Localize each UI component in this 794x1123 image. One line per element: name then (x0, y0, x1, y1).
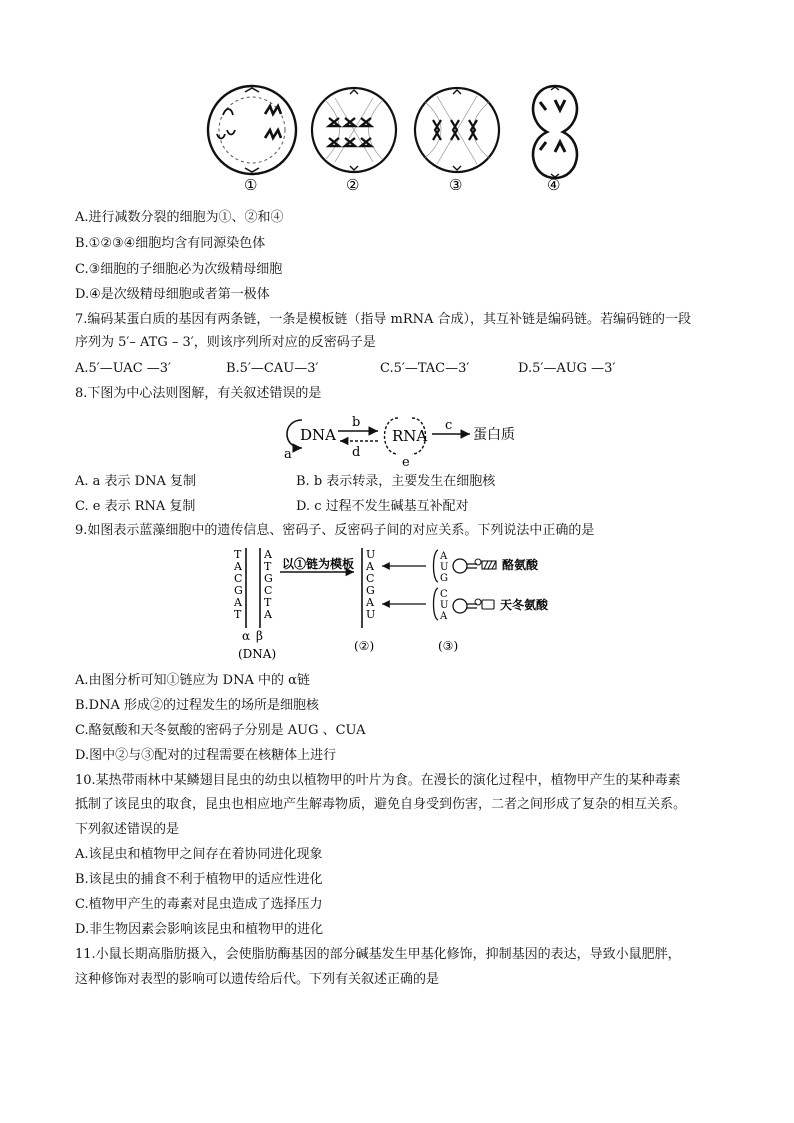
cell-label-1: ① (244, 176, 258, 194)
central-dogma-diagram (280, 410, 520, 468)
beta-base-1: A (264, 548, 272, 561)
trna2-base-2: U (440, 600, 449, 611)
dogma-label-b: b (352, 415, 361, 430)
mrna-base-1: U (366, 548, 376, 561)
q7-stem-line1: 7.编码某蛋白质的基因有两条链，一条是模板链（指导 mRNA 合成），其互补链是编码链。若编码链的一段 (75, 312, 692, 327)
alpha-base-6: T (234, 608, 242, 621)
dogma-label-c: c (445, 418, 453, 433)
q8-option-b: B. b 表示转录，主要发生在细胞核 (296, 474, 496, 489)
beta-base-5: T (264, 596, 272, 609)
q9-option-c: C.酪氨酸和天冬氨酸的密码子分别是 AUG 、CUA (75, 723, 366, 738)
alpha-base-5: A (234, 596, 242, 609)
dogma-dna: DNA (300, 426, 336, 444)
q9-option-d: D.图中②与③配对的过程需要在核糖体上进行 (75, 748, 337, 763)
q10-option-a: A.该昆虫和植物甲之间存在着协同进化现象 (75, 847, 323, 862)
q6-option-a: A.进行减数分裂的细胞为①、②和④ (75, 210, 284, 225)
cell-3 (415, 88, 499, 172)
q10-stem-line1: 10.某热带雨林中某鳞翅目昆虫的幼虫以植物甲的叶片为食。在漫长的演化过程中，植物甲产生的某种毒素 (75, 773, 681, 788)
dogma-label-d: d (352, 445, 361, 460)
q9-option-a: A.由图分析可知①链应为 DNA 中的 α链 (75, 673, 310, 688)
aa2-label: 天冬氨酸 (500, 598, 549, 612)
alpha-label: α (242, 629, 251, 643)
mrna-base-5: A (366, 596, 374, 609)
dogma-label-e: e (402, 455, 410, 468)
beta-label: β (256, 629, 263, 643)
aa1-label: 酪氨酸 (502, 558, 539, 572)
cell-2 (312, 88, 396, 172)
beta-base-6: A (264, 608, 272, 621)
dna-label: (DNA) (238, 647, 277, 661)
cell-label-4: ④ (547, 176, 561, 194)
template-label: 以①链为模板 (282, 557, 355, 571)
q10-option-c: C.植物甲产生的毒素对昆虫造成了选择压力 (75, 897, 323, 912)
q11-stem-line1: 11.小鼠长期高脂肪摄入，会使脂肪酶基因的部分碱基发生甲基化修饰，抑制基因的表达，导致小鼠肥胖， (75, 947, 681, 962)
q6-option-c: C.③细胞的子细胞必为次级精母细胞 (75, 262, 283, 277)
q6-option-b: B.①②③④细胞均含有同源染色体 (75, 236, 266, 251)
mrna-base-3: C (366, 572, 375, 585)
dogma-label-a: a (284, 447, 292, 462)
trna1-base-2: U (440, 562, 449, 573)
cell-label-2: ② (346, 176, 360, 194)
trna1-base-3: G (440, 573, 448, 584)
cell-1 (208, 86, 296, 174)
dogma-protein: 蛋白质 (473, 427, 515, 443)
trna1-base-1: A (440, 551, 448, 562)
q11-stem-line2: 这种修饰对表型的影响可以遗传给后代。下列有关叙述正确的是 (75, 972, 440, 987)
genetic-info-diagram (226, 546, 586, 664)
alpha-base-2: A (234, 560, 242, 573)
q9-stem: 9.如图表示蓝藻细胞中的遗传信息、密码子、反密码子间的对应关系。下列说法中正确的是 (75, 523, 595, 538)
label-3: (③) (438, 639, 459, 653)
alpha-base-3: C (234, 572, 243, 585)
beta-base-2: T (264, 560, 272, 573)
trna2-base-3: A (440, 611, 448, 622)
q6-option-d: D.④是次级精母细胞或者第一极体 (75, 287, 270, 302)
q7-option-b: B.5′—CAU—3′ (226, 361, 319, 376)
q8-option-d: D. c 过程不发生碱基互补配对 (296, 499, 469, 514)
alpha-base-4: G (234, 584, 243, 597)
cell-label-3: ③ (449, 176, 463, 194)
q8-option-a: A. a 表示 DNA 复制 (75, 474, 196, 489)
q7-option-d: D.5′—AUG —3′ (518, 361, 616, 376)
q7-stem-line2: 序列为 5′– ATG – 3′，则该序列所对应的反密码子是 (75, 335, 376, 350)
beta-base-4: C (264, 584, 273, 597)
label-2: (②) (354, 639, 375, 653)
q10-option-b: B.该昆虫的捕食不利于植物甲的适应性进化 (75, 872, 323, 887)
mrna-base-2: A (366, 560, 374, 573)
q8-option-c: C. e 表示 RNA 复制 (75, 499, 196, 514)
cell-division-figure (195, 80, 615, 198)
cell-4 (533, 86, 577, 178)
q7-option-a: A.5′—UAC —3′ (75, 361, 171, 376)
q10-option-d: D.非生物因素会影响该昆虫和植物甲的进化 (75, 922, 324, 937)
trna2-base-1: C (440, 589, 448, 600)
q10-stem-line3: 下列叙述错误的是 (75, 822, 180, 837)
q7-option-c: C.5′—TAC—3′ (380, 361, 470, 376)
alpha-base-1: T (234, 548, 242, 561)
beta-base-3: G (264, 572, 273, 585)
dogma-rna: RNA (392, 427, 428, 445)
mrna-base-6: U (366, 608, 376, 621)
q9-option-b: B.DNA 形成②的过程发生的场所是细胞核 (75, 698, 320, 713)
q8-stem: 8.下图为中心法则图解，有关叙述错误的是 (75, 386, 322, 401)
q10-stem-line2: 抵制了该昆虫的取食，昆虫也相应地产生解毒物质，避免自身受到伤害，二者之间形成了复杂的相互关系。 (75, 797, 687, 812)
mrna-base-4: G (366, 584, 375, 597)
